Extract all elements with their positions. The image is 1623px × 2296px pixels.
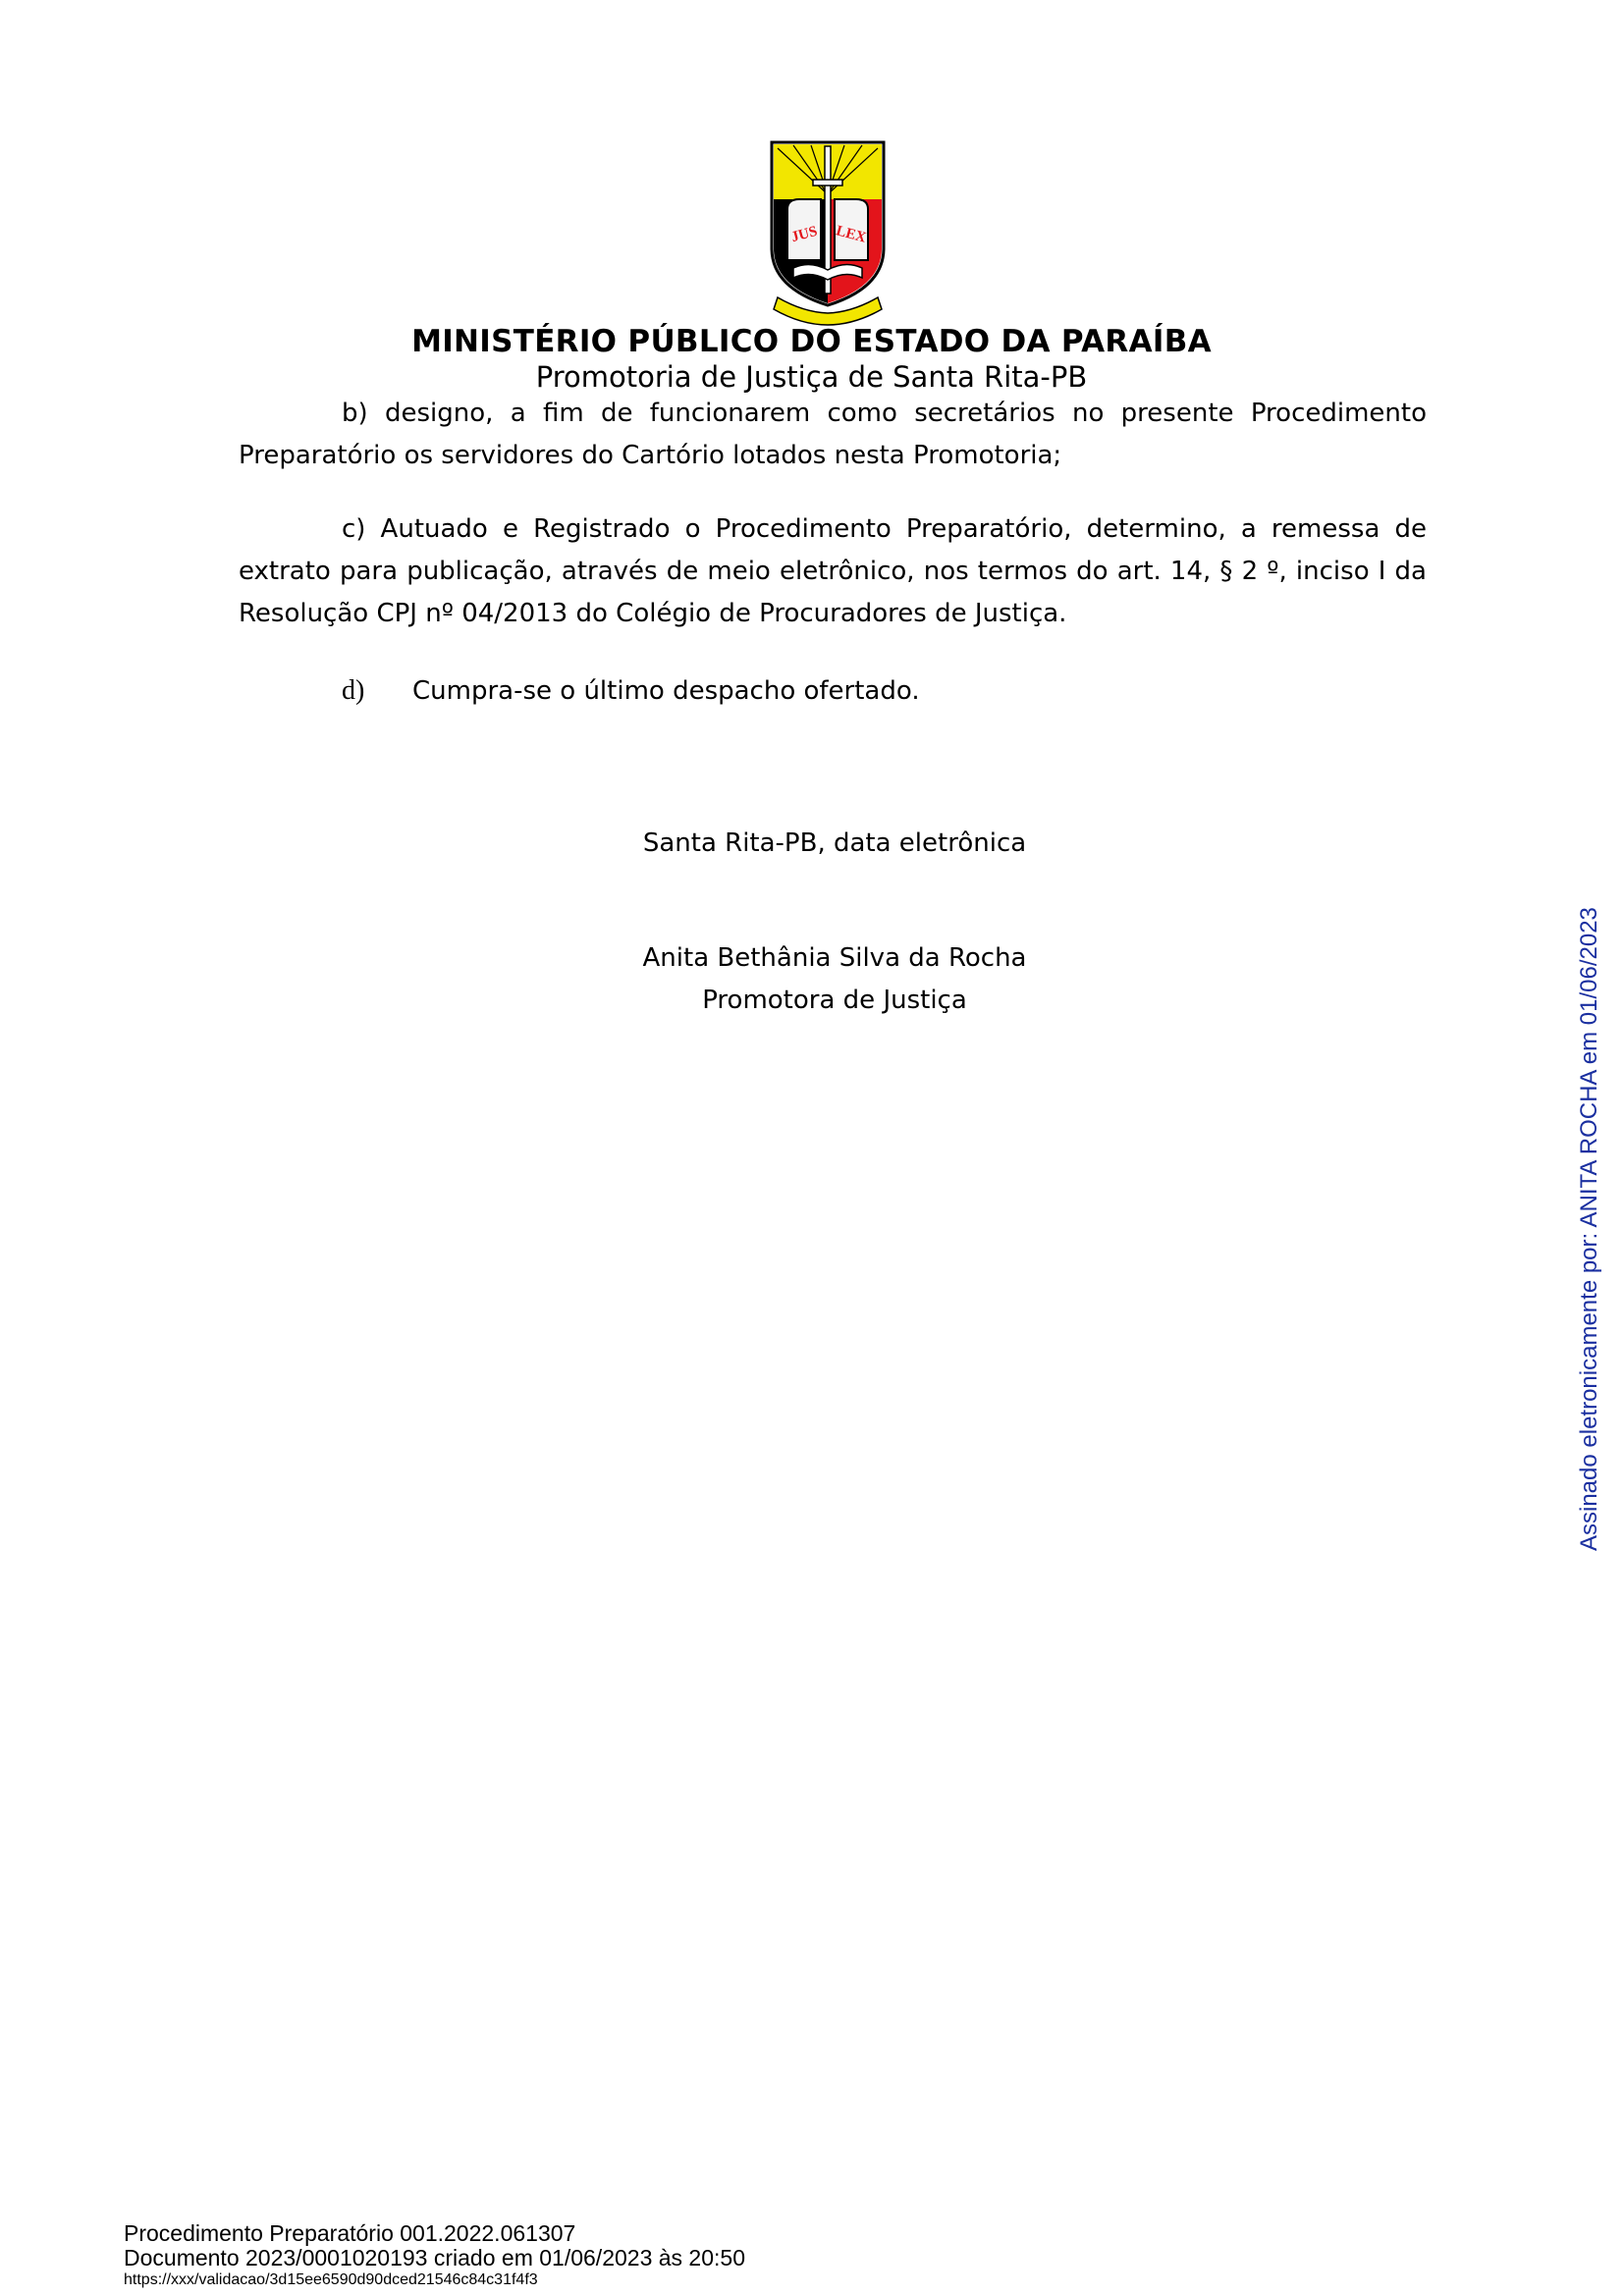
footer-validation-link[interactable]: https://xxx/validacao/3d15ee6590d90dced21546c84c31f4f3 (124, 2271, 538, 2288)
signer-role: Promotora de Justiça (702, 986, 967, 1015)
footer-procedure: Procedimento Preparatório 001.2022.061307 (124, 2220, 576, 2246)
emblem-right-scroll: LEX (834, 223, 868, 246)
paragraph-c: c) Autuado e Registrado o Procedimento Preparatório, determino, a remessa de extrato para publicação, através de meio eletrônico, nos termos do art. 14, § 2 º, inciso I da Resolução CPJ nº 04/2013 do Colégio de Procuradores de Justiça. (239, 514, 1427, 628)
institution-title: MINISTÉRIO PÚBLICO DO ESTADO DA PARAÍBA (411, 324, 1212, 359)
emblem-left-scroll: JUS (789, 223, 820, 246)
item-d-text: Cumpra-se o último despacho ofertado. (412, 676, 920, 706)
institution-subtitle: Promotoria de Justiça de Santa Rita-PB (535, 360, 1088, 394)
place-date: Santa Rita-PB, data eletrônica (642, 828, 1027, 858)
item-d (342, 669, 920, 713)
signer-name: Anita Bethânia Silva da Rocha (642, 943, 1027, 973)
electronic-signature-stamp: Assinado eletronicamente por: ANITA ROCHA em 01/06/2023 (1576, 907, 1602, 1551)
item-d-marker: d) (342, 675, 365, 706)
footer-document: Documento 2023/0001020193 criado em 01/06/2023 às 20:50 (124, 2245, 745, 2270)
document-footer (124, 2221, 745, 2290)
paragraph-b: b) designo, a fim de funcionarem como secretários no presente Procedimento Preparatório os servidores do Cartório lotados nesta Promotoria; (239, 399, 1427, 470)
mppb-coat-of-arms-icon (764, 140, 892, 327)
